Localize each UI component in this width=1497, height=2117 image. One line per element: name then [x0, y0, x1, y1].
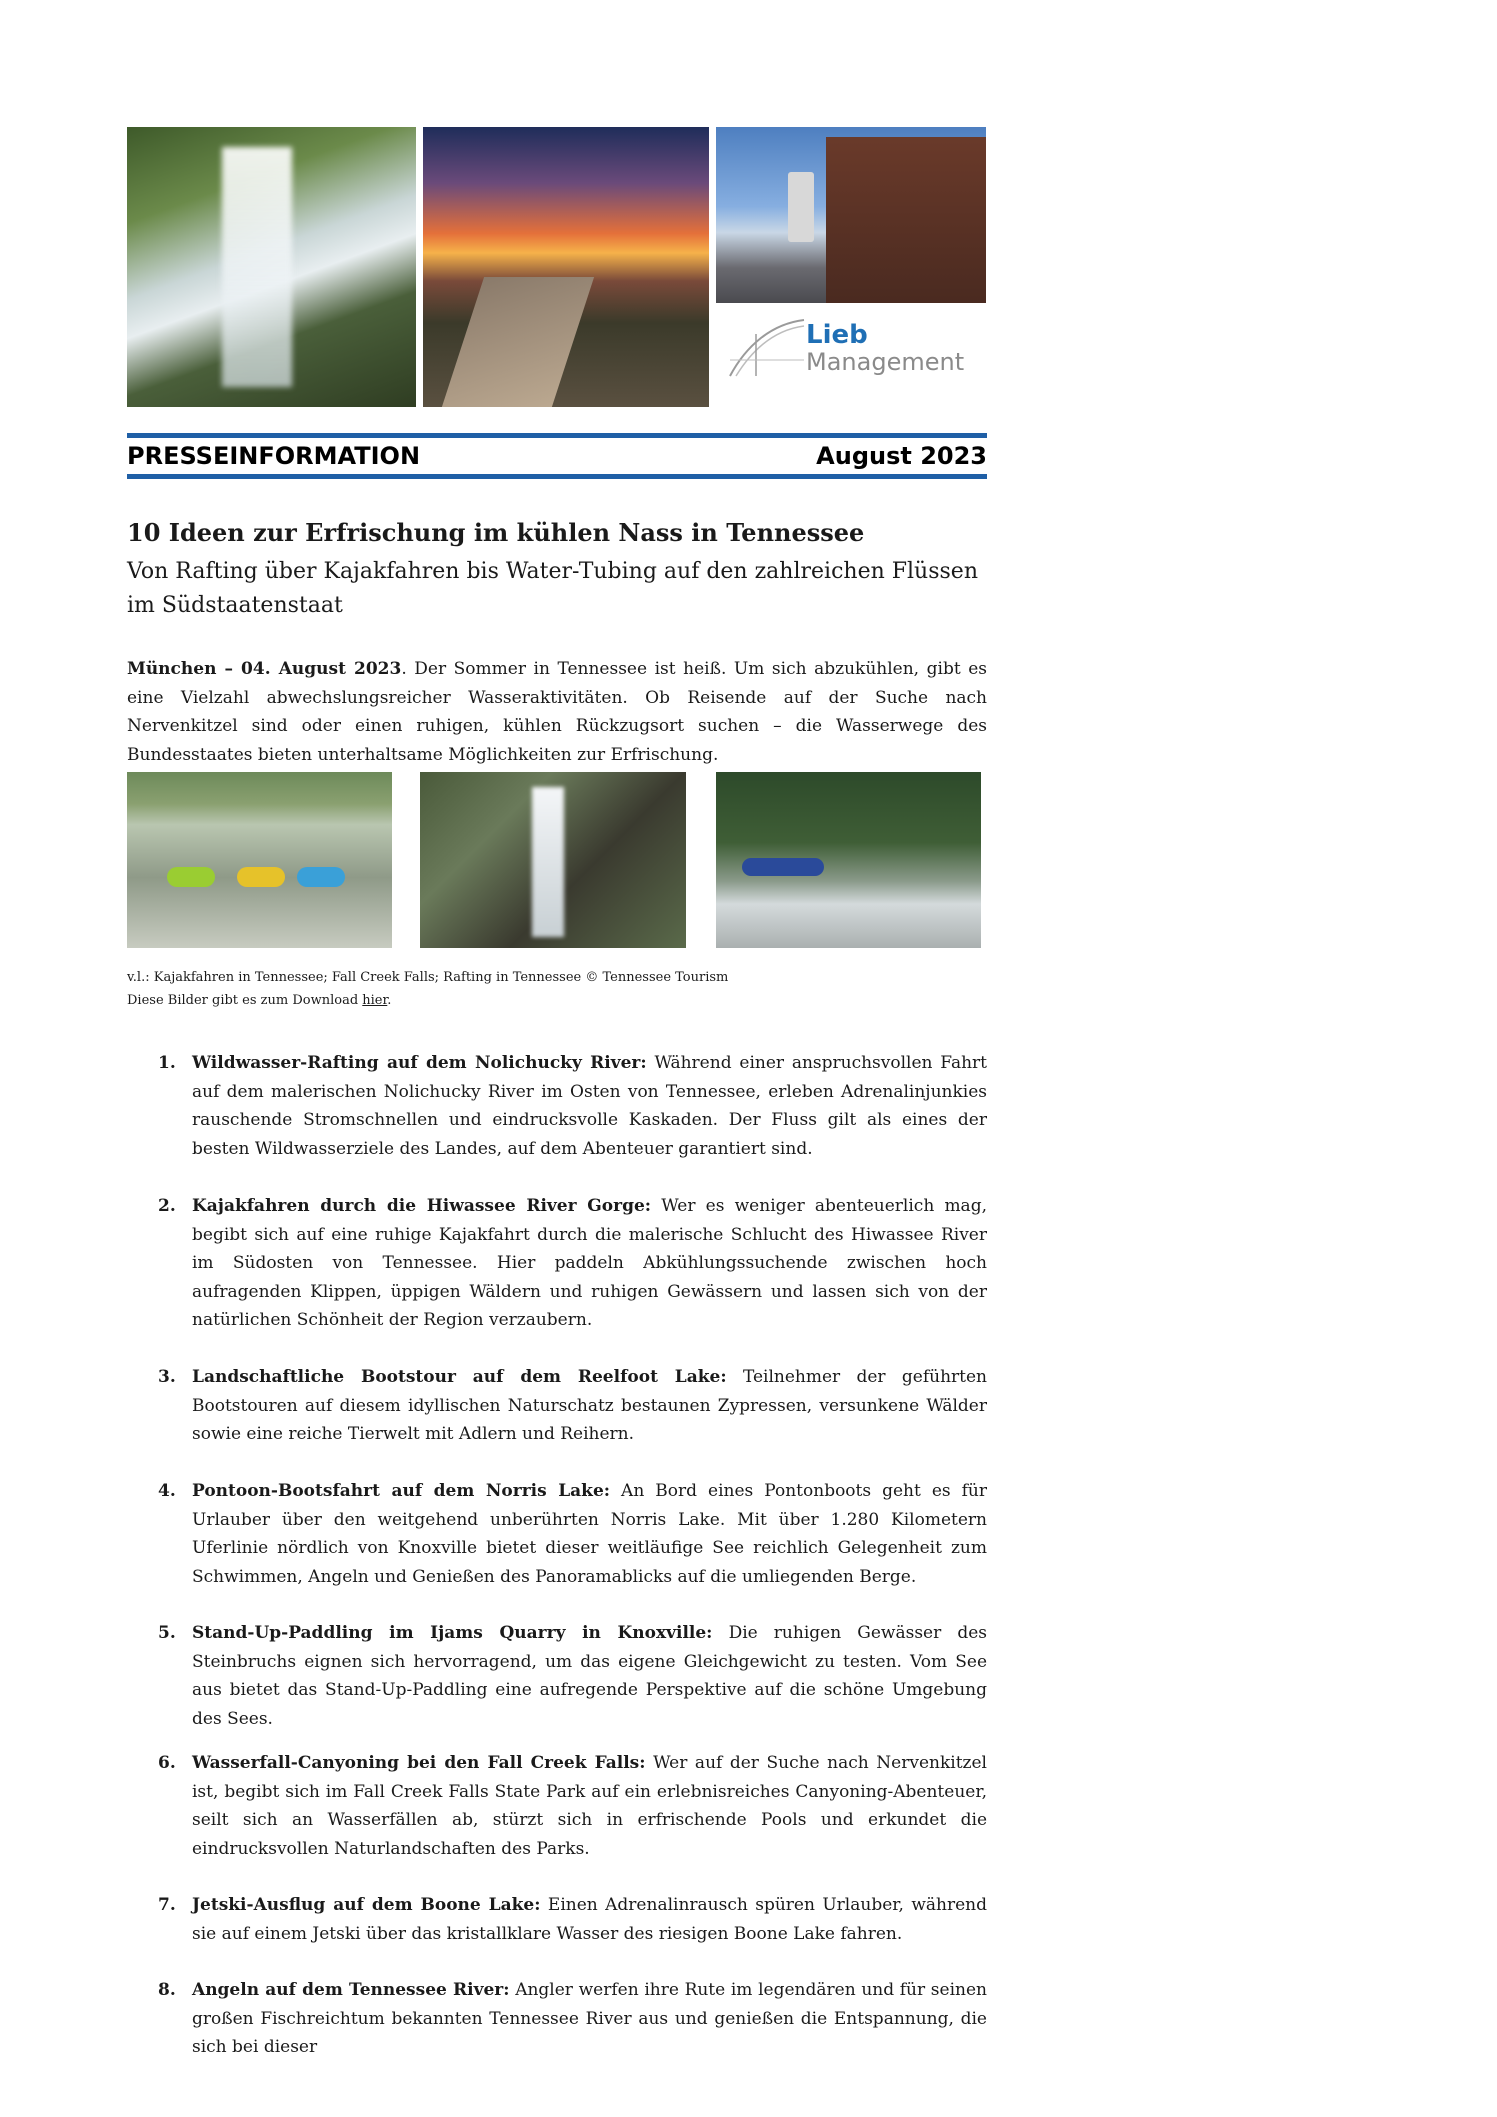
list-item-title: Jetski-Ausflug auf dem Boone Lake:	[192, 1895, 541, 1915]
caption-download	[127, 989, 987, 1012]
list-number: 7.	[158, 1895, 176, 1915]
subheadline: Von Rafting über Kajakfahren bis Water-Tubing auf den zahlreichen Flüssen im Südstaatenstaat	[127, 559, 978, 618]
list-item	[158, 1477, 987, 1591]
list-item-text: Wer es weniger abenteuerlich mag, begibt sich auf eine ruhige Kajakfahrt durch die malerische Schlucht des Hiwassee River im Südosten von Tennessee. Hier paddeln Abkühlungssuchende zwischen hoch aufragenden Klippen, üppigen Wäldern und ruhigen Gewässern und lassen sich von der natürlichen Schönheit der Region verzaubern.	[192, 1196, 987, 1331]
download-link[interactable]: hier	[362, 993, 388, 1008]
divider-bottom	[127, 474, 987, 479]
list-item-text: Angler werfen ihre Rute im legendären und für seinen großen Fischreichtum bekannten Tennessee River aus und genießen die Entspannung, die sich bei dieser	[192, 1980, 987, 2058]
list-number: 8.	[158, 1980, 176, 2000]
list-number: 6.	[158, 1753, 176, 1773]
lieb-management-logo	[726, 316, 986, 380]
headline: 10 Ideen zur Erfrischung im kühlen Nass in Tennessee	[127, 518, 865, 547]
list-item-title: Wasserfall-Canyoning bei den Fall Creek Falls:	[192, 1753, 646, 1773]
divider-top	[127, 433, 987, 438]
sun-studio-photo	[716, 127, 986, 303]
list-item	[158, 1049, 987, 1163]
list-item-text: Während einer anspruchsvollen Fahrt auf dem malerischen Nolichucky River im Osten von Tennessee, erleben Adrenalinjunkies rauschende Stromschnellen und eindrucksvolle Kaskaden. Der Fluss gilt als eines der besten Wildwasserziele des Landes, auf dem Abenteuer garantiert sind.	[192, 1053, 987, 1159]
rafting-photo	[716, 772, 981, 948]
list-number: 1.	[158, 1053, 176, 1073]
list-item-text: Teilnehmer der geführten Bootstouren auf diesem idyllischen Naturschatz bestaunen Zypressen, versunkene Wälder sowie eine reiche Tierwelt mit Adlern und Reihern.	[192, 1367, 987, 1445]
list-item	[158, 1619, 987, 1733]
list-item-text: An Bord eines Pontonboots geht es für Urlauber über den weitgehend unberührten Norris Lake. Mit über 1.280 Kilometern Uferlinie nördlich von Knoxville bietet dieser weitläufige See reichlich Gelegenheit zum Schwimmen, Angeln und Genießen des Panoramablicks auf die umliegenden Berge.	[192, 1481, 987, 1587]
list-item	[158, 1363, 987, 1449]
list-item-title: Wildwasser-Rafting auf dem Nolichucky River:	[192, 1053, 647, 1073]
kayaking-photo	[127, 772, 392, 948]
dateline: München – 04. August 2023	[127, 659, 402, 679]
list-item-title: Stand-Up-Paddling im Ijams Quarry in Knoxville:	[192, 1623, 713, 1643]
list-number: 4.	[158, 1481, 176, 1501]
list-number: 2.	[158, 1196, 176, 1216]
intro-text: . Der Sommer in Tennessee ist heiß. Um sich abzukühlen, gibt es eine Vielzahl abwechslungsreicher Wasseraktivitäten. Ob Reisende auf der Suche nach Nervenkitzel sind oder einen ruhigen, kühlen Rückzugsort suchen – die Wasserwege des Bundesstaates bieten unterhaltsame Möglichkeiten zur Erfrischung.	[127, 659, 987, 765]
list-item-text: Einen Adrenalinrausch spüren Urlauber, während sie auf einem Jetski über das kristallklare Wasser des riesigen Boone Lake fahren.	[192, 1895, 988, 1944]
list-item	[158, 1192, 987, 1335]
list-item-title: Kajakfahren durch die Hiwassee River Gorge:	[192, 1196, 652, 1216]
list-number: 3.	[158, 1367, 176, 1387]
image-caption	[127, 966, 987, 1012]
list-item	[158, 1891, 987, 1948]
caption-period: .	[387, 993, 392, 1008]
logo-text-management: Management	[806, 348, 965, 376]
sunset-overlook-photo	[423, 127, 709, 407]
list-item-title: Angeln auf dem Tennessee River:	[192, 1980, 510, 2000]
list-item-title: Landschaftliche Bootstour auf dem Reelfoot Lake:	[192, 1367, 727, 1387]
logo-text-lieb: Lieb	[806, 320, 868, 350]
list-item	[158, 1976, 987, 2062]
waterfall-photo	[127, 127, 416, 407]
caption-credits: v.l.: Kajakfahren in Tennessee; Fall Creek Falls; Rafting in Tennessee © Tennessee Tourism	[127, 970, 729, 985]
list-number: 5.	[158, 1623, 176, 1643]
press-date: August 2023	[816, 442, 987, 470]
list-item-text: Wer auf der Suche nach Nervenkitzel ist, begibt sich im Fall Creek Falls State Park auf ein erlebnisreiches Canyoning-Abenteuer, seilt sich an Wasserfällen ab, stürzt sich in erfrischende Pools und erkundet die eindrucksvollen Naturlandschaften des Parks.	[192, 1753, 987, 1859]
list-item	[158, 1749, 987, 1863]
press-label: PRESSEINFORMATION	[127, 442, 421, 470]
intro-paragraph	[127, 655, 987, 769]
list-item-title: Pontoon-Bootsfahrt auf dem Norris Lake:	[192, 1481, 611, 1501]
fall-creek-falls-photo	[420, 772, 686, 948]
caption-download-text: Diese Bilder gibt es zum Download	[127, 993, 363, 1008]
list-item-text: Die ruhigen Gewässer des Steinbruchs eignen sich hervorragend, um das eigene Gleichgewicht zu testen. Vom See aus bietet das Stand-Up-Paddling eine aufregende Perspektive auf die schöne Umgebung des Sees.	[192, 1623, 987, 1729]
logo-swoosh-icon	[726, 316, 806, 380]
